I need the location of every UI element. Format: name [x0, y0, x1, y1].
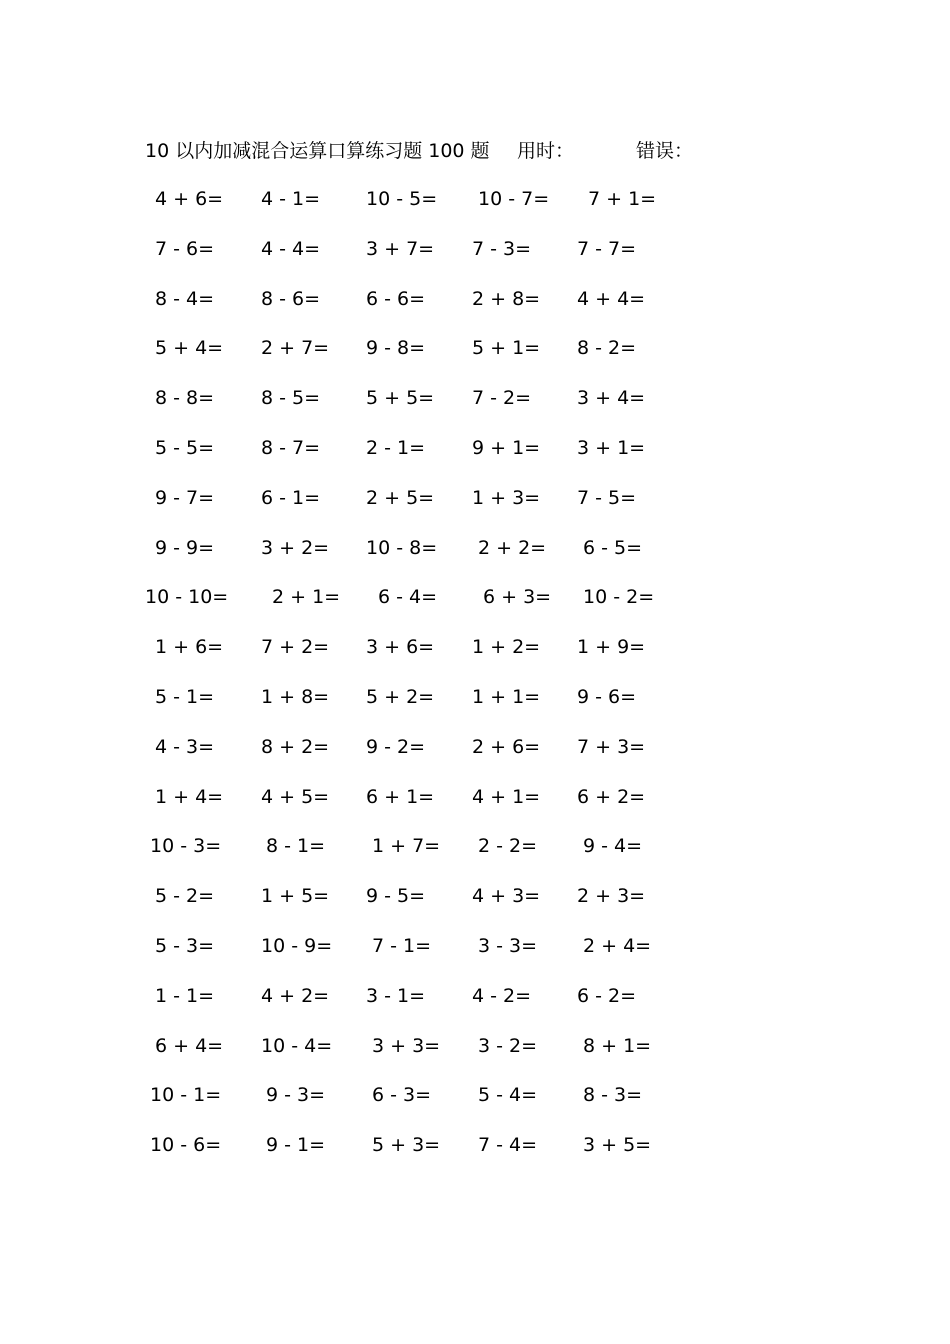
worksheet-header	[145, 136, 745, 166]
problem-item: 8 - 1=	[266, 835, 326, 858]
problem-item: 4 + 3=	[472, 885, 541, 908]
problem-item: 5 + 4=	[155, 337, 224, 360]
problem-item: 9 - 1=	[266, 1134, 326, 1157]
problem-item: 5 - 5=	[155, 436, 215, 459]
problem-item: 2 + 1=	[272, 586, 341, 609]
problem-row	[0, 433, 950, 483]
problem-item: 7 + 1=	[588, 188, 657, 210]
problem-row	[0, 284, 950, 334]
problem-item: 2 + 3=	[577, 885, 646, 908]
problem-item: 5 - 4=	[478, 1084, 538, 1107]
problem-item: 6 + 4=	[155, 1034, 224, 1057]
problem-item: 10 - 2=	[583, 586, 655, 609]
problem-item: 6 - 6=	[366, 287, 426, 310]
problem-item: 1 + 8=	[261, 685, 330, 708]
problem-item: 8 - 7=	[261, 436, 321, 459]
problem-item: 1 + 6=	[155, 636, 224, 659]
problem-item: 7 - 2=	[472, 387, 532, 410]
problem-row	[0, 831, 950, 881]
problem-item: 2 + 6=	[472, 735, 541, 758]
problem-item: 2 + 7=	[261, 337, 330, 360]
problem-item: 4 + 4=	[577, 287, 646, 310]
problem-item: 8 - 5=	[261, 387, 321, 410]
problem-item: 5 + 2=	[366, 685, 435, 708]
problem-item: 1 - 1=	[155, 984, 215, 1007]
problem-row	[0, 1080, 950, 1130]
problem-row	[0, 931, 950, 981]
problem-item: 6 + 3=	[483, 586, 552, 609]
problem-row	[0, 234, 950, 284]
problem-item: 5 + 1=	[472, 337, 541, 360]
problem-item: 4 - 3=	[155, 735, 215, 758]
problem-item: 10 - 8=	[366, 536, 438, 559]
time-used-label: 用时：	[517, 140, 575, 162]
problem-row	[0, 383, 950, 433]
problem-item: 8 + 1=	[583, 1034, 652, 1057]
problem-item: 9 - 9=	[155, 536, 215, 559]
problem-item: 9 - 7=	[155, 486, 215, 509]
problem-row	[0, 632, 950, 682]
problem-item: 7 - 7=	[577, 237, 637, 260]
problem-item: 2 + 2=	[478, 536, 547, 559]
problem-item: 7 - 3=	[472, 237, 532, 260]
problem-item: 4 + 2=	[261, 984, 330, 1007]
problem-item: 1 + 7=	[372, 835, 441, 858]
problem-row	[0, 483, 950, 533]
problem-item: 2 + 8=	[472, 287, 541, 310]
problem-item: 8 - 8=	[155, 387, 215, 410]
problem-item: 7 + 3=	[577, 735, 646, 758]
problem-item: 10 - 9=	[261, 934, 333, 957]
problem-item: 6 - 3=	[372, 1084, 432, 1107]
problem-item: 5 - 1=	[155, 685, 215, 708]
problem-item: 3 - 3=	[478, 934, 538, 957]
problem-item: 8 + 2=	[261, 735, 330, 758]
problem-item: 9 - 2=	[366, 735, 426, 758]
problem-item: 3 + 4=	[577, 387, 646, 410]
problem-item: 6 - 5=	[583, 536, 643, 559]
problem-row	[0, 582, 950, 632]
problem-item: 3 + 2=	[261, 536, 330, 559]
problem-item: 2 - 1=	[366, 436, 426, 459]
problem-item: 10 - 6=	[150, 1134, 222, 1157]
problem-item: 6 + 1=	[366, 785, 435, 808]
worksheet-title: 10 以内加减混合运算口算练习题 100 题	[145, 140, 490, 162]
problem-item: 7 - 4=	[478, 1134, 538, 1157]
problem-item: 5 - 3=	[155, 934, 215, 957]
problem-item: 8 - 2=	[577, 337, 637, 360]
problem-item: 10 - 1=	[150, 1084, 222, 1107]
problem-item: 4 + 5=	[261, 785, 330, 808]
problem-item: 6 + 2=	[577, 785, 646, 808]
problem-item: 5 + 5=	[366, 387, 435, 410]
problem-item: 3 + 6=	[366, 636, 435, 659]
problem-item: 10 - 7=	[478, 188, 550, 210]
problem-row	[0, 184, 950, 234]
problem-item: 3 + 7=	[366, 237, 435, 260]
problem-item: 9 + 1=	[472, 436, 541, 459]
problem-item: 3 + 3=	[372, 1034, 441, 1057]
problem-item: 6 - 2=	[577, 984, 637, 1007]
problem-item: 4 + 1=	[472, 785, 541, 808]
problem-item: 8 - 4=	[155, 287, 215, 310]
problem-item: 2 + 5=	[366, 486, 435, 509]
problem-item: 7 + 2=	[261, 636, 330, 659]
problem-item: 9 - 6=	[577, 685, 637, 708]
problem-item: 6 - 4=	[378, 586, 438, 609]
problem-item: 4 - 1=	[261, 188, 321, 210]
problem-item: 4 + 6=	[155, 188, 224, 210]
problem-row	[0, 782, 950, 832]
problem-item: 10 - 3=	[150, 835, 222, 858]
problem-row	[0, 533, 950, 583]
problem-item: 8 - 6=	[261, 287, 321, 310]
problem-item: 9 - 5=	[366, 885, 426, 908]
problem-item: 3 + 1=	[577, 436, 646, 459]
problem-item: 2 + 4=	[583, 934, 652, 957]
problem-item: 6 - 1=	[261, 486, 321, 509]
problem-item: 7 - 6=	[155, 237, 215, 260]
errors-label: 错误：	[636, 140, 694, 162]
problem-row	[0, 682, 950, 732]
problem-item: 3 - 2=	[478, 1034, 538, 1057]
problem-item: 4 - 4=	[261, 237, 321, 260]
problem-item: 10 - 5=	[366, 188, 438, 210]
problem-item: 4 - 2=	[472, 984, 532, 1007]
problem-row	[0, 732, 950, 782]
problem-item: 7 - 1=	[372, 934, 432, 957]
problem-row	[0, 1031, 950, 1081]
problem-item: 1 + 1=	[472, 685, 541, 708]
problem-item: 10 - 4=	[261, 1034, 333, 1057]
problem-item: 5 + 3=	[372, 1134, 441, 1157]
problem-item: 1 + 9=	[577, 636, 646, 659]
problem-item: 8 - 3=	[583, 1084, 643, 1107]
problem-grid	[0, 184, 950, 1180]
problem-row	[0, 881, 950, 931]
problem-item: 1 + 4=	[155, 785, 224, 808]
problem-item: 10 - 10=	[145, 586, 229, 609]
problem-item: 5 - 2=	[155, 885, 215, 908]
problem-item: 1 + 3=	[472, 486, 541, 509]
problem-item: 3 + 5=	[583, 1134, 652, 1157]
problem-item: 9 - 4=	[583, 835, 643, 858]
problem-item: 1 + 5=	[261, 885, 330, 908]
problem-item: 7 - 5=	[577, 486, 637, 509]
problem-item: 3 - 1=	[366, 984, 426, 1007]
problem-item: 9 - 8=	[366, 337, 426, 360]
problem-item: 9 - 3=	[266, 1084, 326, 1107]
problem-row	[0, 981, 950, 1031]
problem-item: 1 + 2=	[472, 636, 541, 659]
problem-row	[0, 333, 950, 383]
problem-item: 2 - 2=	[478, 835, 538, 858]
problem-row	[0, 1130, 950, 1180]
